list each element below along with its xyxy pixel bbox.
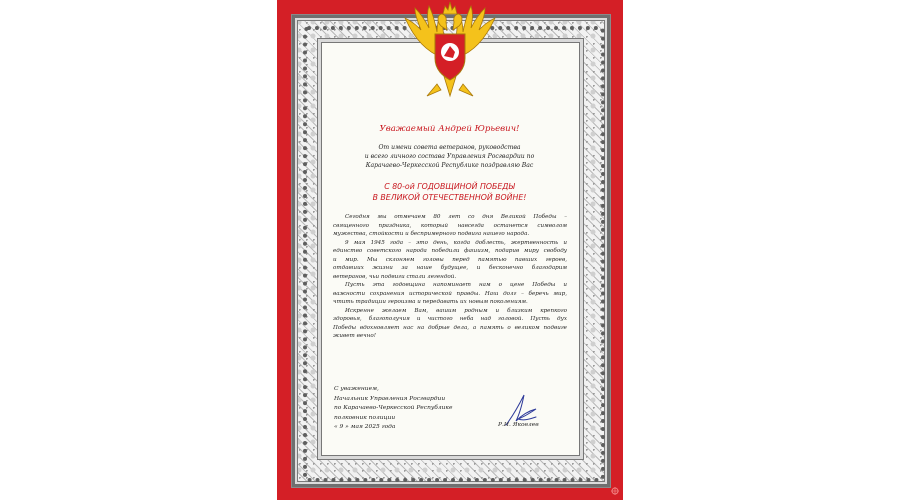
headline	[321, 181, 578, 203]
body-line: священного праздника, который навсегда останется символом	[333, 222, 567, 229]
signoff-block	[334, 385, 452, 433]
double-headed-eagle-emblem	[397, 0, 503, 102]
body-line: Пусть эта годовщина напоминает нам о цене Победы и	[345, 282, 567, 288]
letter-body	[333, 213, 567, 341]
signoff-line: полковник полиции	[334, 414, 396, 421]
body-line: и мир. Мы склоняем головы перед памятью павших героев,	[333, 256, 567, 263]
signoff-line: Начальник Управления Росгвардии	[334, 395, 446, 402]
body-line: Победы вдохновляет нас на добрые дела, а память о великом подвиге	[333, 324, 567, 331]
intro-line: От имени совета ветеранов, руководства	[378, 144, 521, 151]
body-line: живет вечно!	[333, 333, 376, 339]
headline-line: С 80-ой ГОДОВЩИНОЙ ПОБЕДЫ	[384, 182, 515, 191]
signoff-line: « 9 » мая 2025 года	[334, 424, 396, 431]
body-line: Искренне желаем Вам, вашим родным и близким крепкого	[345, 307, 567, 314]
body-line: чтить традиции героизма и передавать их новым поколениям.	[333, 299, 528, 305]
body-line: 9 мая 1945 года – это день, когда доблесть, жертвенность и	[345, 239, 567, 246]
body-line: здоровья, благополучия и чистого неба над головой. Пусть дух	[333, 316, 567, 322]
body-line: отдавших жизни за наше будущее, и бесконечно благодарим	[333, 265, 567, 271]
signer-name: Р.И. Яковлев	[498, 422, 539, 428]
corner-page-mark	[610, 486, 620, 496]
body-line: важности сохранения исторической правды. Наш долг – беречь мир,	[333, 290, 567, 297]
body-line: единство советского народа победили фашизм, подарив миру свободу	[333, 248, 567, 254]
intro-line: и всего личного состава Управления Росгвардии по	[364, 153, 535, 160]
congratulatory-letter	[277, 0, 623, 500]
signoff-line: С уважением,	[334, 386, 379, 392]
headline-line: В ВЕЛИКОЙ ОТЕЧЕСТВЕННОЙ ВОЙНЕ!	[372, 193, 527, 202]
salutation: Уважаемый Андрей Юрьевич!	[379, 124, 520, 134]
body-line: ветеранов, чьи подвиги стали легендой.	[333, 273, 457, 280]
intro-line: Карачаево-Черкесской Республике поздравляю Вас	[365, 162, 534, 169]
body-line: мужества, стойкости и беспримерного подвига нашего народа.	[333, 231, 530, 237]
body-line: Сегодня мы отмечаем 80 лет со дня Великой Победы –	[345, 214, 567, 220]
intro-text	[321, 143, 578, 170]
signoff-line: по Карачаево-Черкесской Республике	[334, 405, 453, 412]
